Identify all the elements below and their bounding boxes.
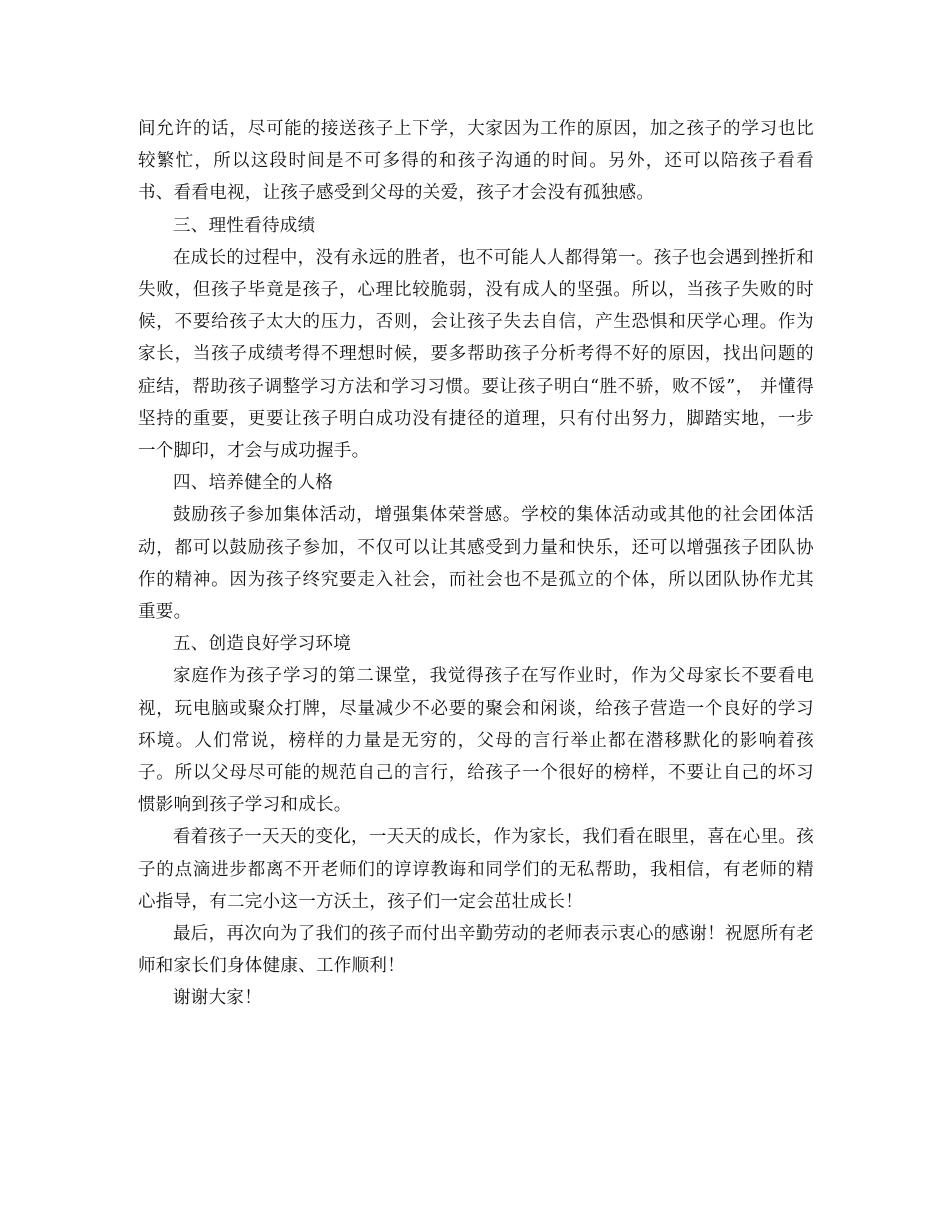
paragraph: 在成长的过程中，没有永远的胜者，也不可能人人都得第一。孩子也会遇到挫折和失败，但孩子毕竟是孩子，心理比较脆弱，没有成人的坚强。所以，当孩子失败的时候，不要给孩子太大的压力，否则，会让孩子失去自信，产生恐惧和厌学心理。作为家长，当孩子成绩考得不理想时候，要多帮助孩子分析考得不好的原因，找出问题的症结，帮助孩子调整学习方法和学习习惯。要让孩子明白“胜不骄，败不馁”， 并懂得坚持的重要，更要让孩子明白成功没有捷径的道理，只有付出努力，脚踏实地，一步一个脚印，才会与成功握手。 [138, 247, 814, 462]
document-body [138, 113, 814, 1015]
paragraph: 看着孩子一天天的变化，一天天的成长，作为家长，我们看在眼里，喜在心里。孩子的点滴进步都离不开老师们的谆谆教诲和同学们的无私帮助，我相信，有老师的精心指导，有二完小这一方沃土，孩子们一定会茁壮成长！ [138, 827, 814, 912]
paragraph: 家庭作为孩子学习的第二课堂，我觉得孩子在写作业时，作为父母家长不要看电视，玩电脑或聚众打牌，尽量减少不必要的聚会和闲谈，给孩子营造一个良好的学习环境。人们常说，榜样的力量是无穷的，父母的言行举止都在潜移默化的影响着孩子。所以父母尽可能的规范自己的言行，给孩子一个很好的榜样，不要让自己的坏习惯影响到孩子学习和成长。 [138, 666, 814, 816]
closing-line: 谢谢大家！ [173, 988, 262, 1009]
paragraph-continuation: 间允许的话，尽可能的接送孩子上下学，大家因为工作的原因，加之孩子的学习也比较繁忙，所以这段时间是不可多得的和孩子沟通的时间。另外，还可以陪孩子看看书、看看电视，让孩子感受到父母的关爱，孩子才会没有孤独感。 [138, 119, 814, 204]
section-heading-3: 三、理性看待成绩 [173, 215, 316, 236]
paragraph: 鼓励孩子参加集体活动，增强集体荣誉感。学校的集体活动或其他的社会团体活动，都可以鼓励孩子参加，不仅可以让其感受到力量和快乐，还可以增强孩子团队协作的精神。因为孩子终究要走入社会，而社会也不是孤立的个体，所以团队协作尤其重要。 [138, 505, 814, 623]
paragraph: 最后，再次向为了我们的孩子而付出辛勤劳动的老师表示衷心的感谢！祝愿所有老师和家长们身体健康、工作顺利！ [138, 924, 814, 977]
section-heading-5: 五、创造良好学习环境 [173, 634, 351, 655]
section-heading-4: 四、培养健全的人格 [173, 473, 334, 494]
